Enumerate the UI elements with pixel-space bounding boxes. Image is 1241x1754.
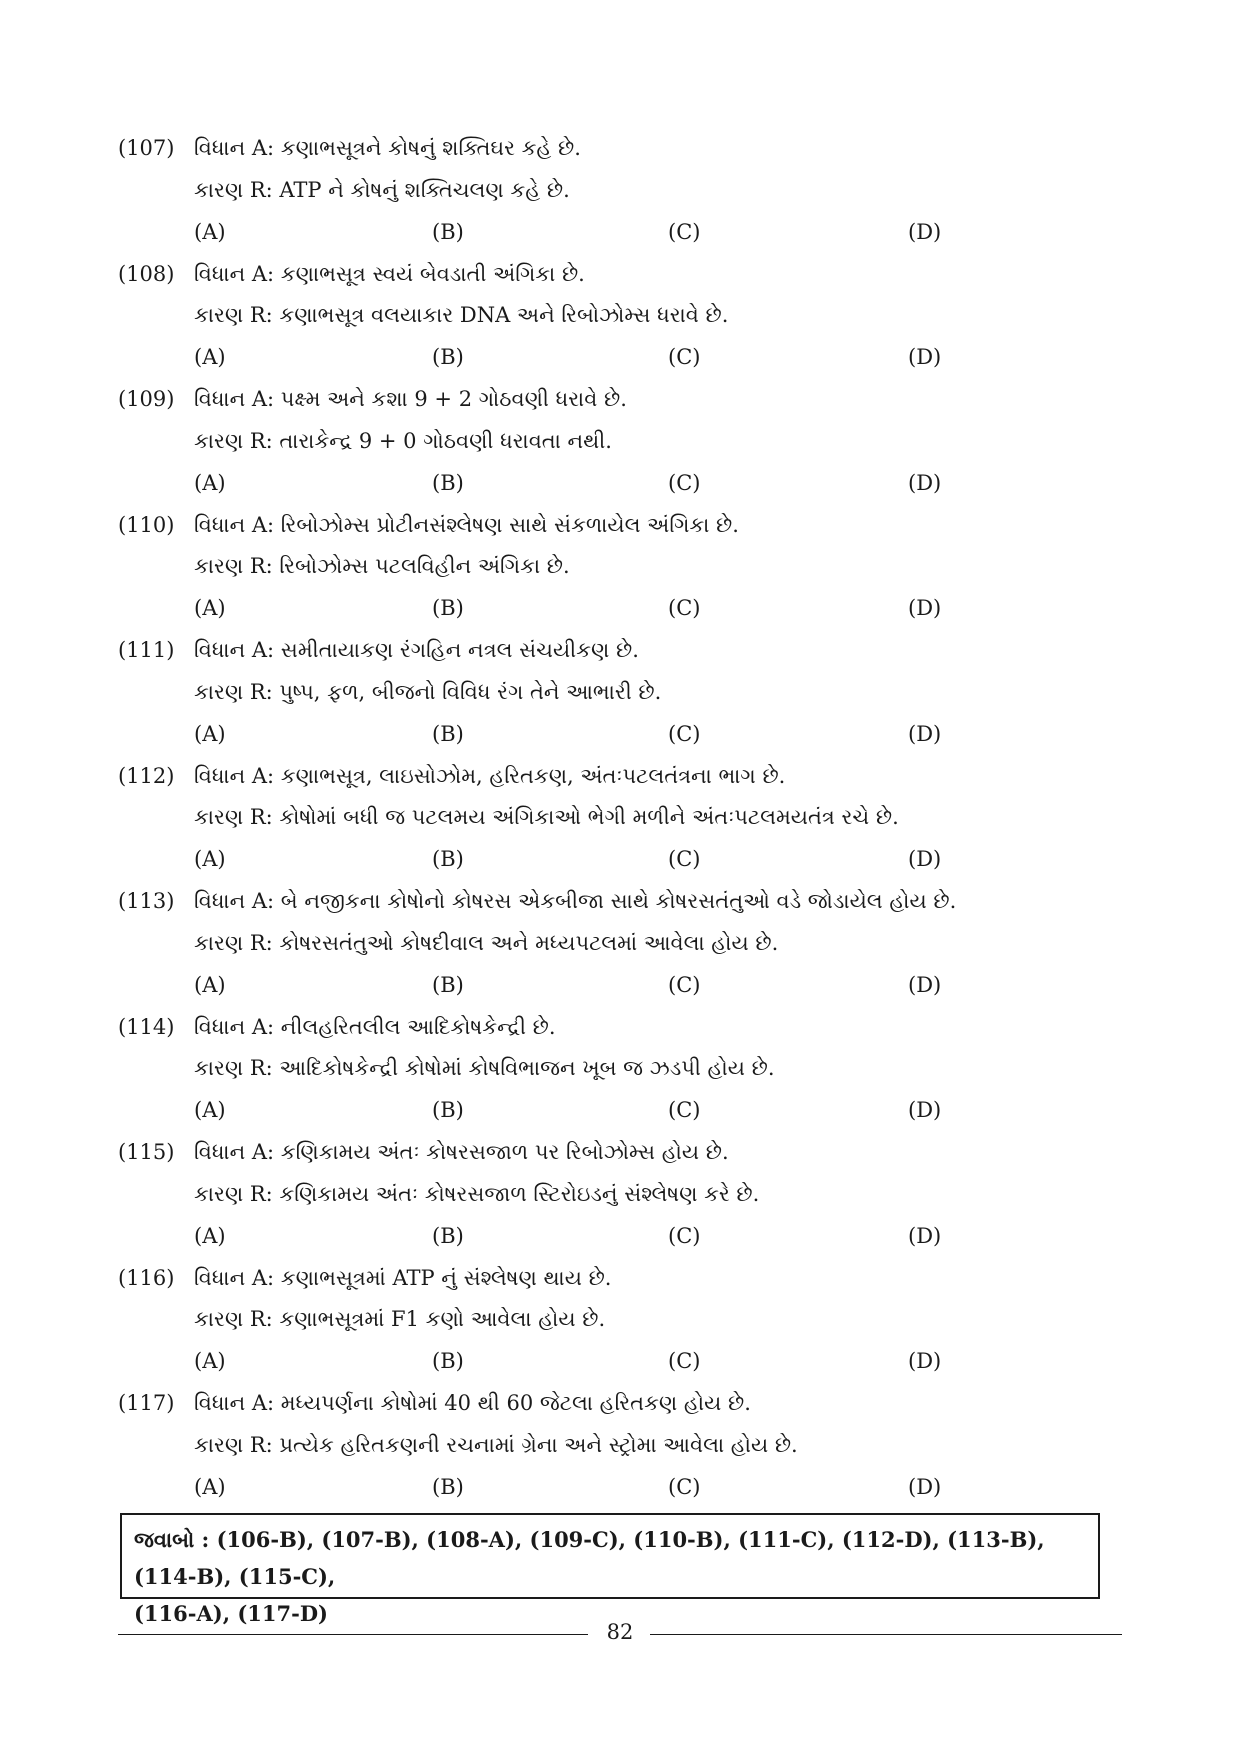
question-number: (111) (118, 638, 175, 662)
option-a: (A) (194, 1223, 226, 1248)
reason-text: કારણ R: આદિકોષકેન્દ્રી કોષોમાં કોષવિભાજન ખૂબ જ ઝડપી હોય છે. (194, 1056, 775, 1081)
question-108 (118, 254, 1118, 380)
option-c: (C) (668, 847, 701, 872)
option-d: (D) (908, 847, 942, 872)
statement-text: વિધાન A: કણાભસૂત્રમાં ATP નું સંશ્લેષણ થાય છે. (194, 1265, 612, 1290)
option-b: (B) (432, 1223, 464, 1248)
answer-line-1 (134, 1521, 1086, 1595)
option-d: (D) (908, 596, 942, 621)
answer-values-1: (106-B), (107-B), (108-A), (109-C), (110-B), (111-C), (112-D), (113-B), (114-B), (115-C), (134, 1527, 1045, 1589)
question-number: (115) (118, 1140, 175, 1164)
question-number: (117) (118, 1391, 175, 1415)
option-a: (A) (194, 345, 226, 370)
question-107 (118, 128, 1118, 254)
option-c: (C) (668, 1223, 701, 1248)
option-d: (D) (908, 972, 942, 997)
option-d: (D) (908, 721, 942, 746)
option-c: (C) (668, 345, 701, 370)
option-d: (D) (908, 1474, 942, 1499)
option-b: (B) (432, 972, 464, 997)
option-a: (A) (194, 972, 226, 997)
option-b: (B) (432, 1474, 464, 1499)
option-c: (C) (668, 1349, 701, 1374)
statement-text: વિધાન A: કણિકામય અંતઃ કોષરસજાળ પર રિબોઝોમ્સ હોય છે. (194, 1140, 729, 1164)
reason-text: કારણ R: કોષરસતંતુઓ કોષદીવાલ અને મધ્યપટલમાં આવેલા હોય છે. (194, 930, 779, 955)
question-number: (114) (118, 1014, 175, 1039)
statement-text: વિધાન A: રિબોઝોમ્સ પ્રોટીનસંશ્લેષણ સાથે સંકળાયેલ અંગિકા છે. (194, 512, 739, 537)
option-a: (A) (194, 219, 226, 244)
statement-text: વિધાન A: સમીતાયાકણ રંગહિન નત્રલ સંચયીકણ છે. (194, 638, 639, 662)
answer-label: જવાબો : (134, 1527, 210, 1552)
reason-text: કારણ R: તારાકેન્દ્ર 9 + 0 ગોઠવણી ધરાવતા નથી. (194, 428, 612, 453)
reason-text: કારણ R: ATP ને કોષનું શક્તિચલણ કહે છે. (194, 177, 570, 202)
reason-text: કારણ R: રિબોઝોમ્સ પટલવિહીન અંગિકા છે. (194, 554, 570, 579)
question-110 (118, 505, 1118, 631)
option-c: (C) (668, 1098, 701, 1123)
option-c: (C) (668, 219, 701, 244)
reason-text: કારણ R: કણાભસૂત્રમાં F1 કણો આવેલા હોય છે. (194, 1307, 606, 1332)
question-number: (108) (118, 261, 175, 286)
question-number: (110) (118, 512, 175, 537)
option-d: (D) (908, 1223, 942, 1248)
question-number: (107) (118, 136, 175, 160)
option-c: (C) (668, 721, 701, 746)
question-117 (118, 1383, 1118, 1509)
option-a: (A) (194, 847, 226, 872)
option-d: (D) (908, 1098, 942, 1123)
option-a: (A) (194, 1349, 226, 1374)
statement-text: વિધાન A: કણાભસૂત્ર સ્વયં બેવડાતી અંગિકા છે. (194, 261, 585, 286)
questions-list (118, 128, 1118, 1509)
option-a: (A) (194, 1474, 226, 1499)
question-116 (118, 1258, 1118, 1384)
question-109 (118, 379, 1118, 505)
question-number: (109) (118, 387, 175, 411)
statement-text: વિધાન A: બે નજીકના કોષોનો કોષરસ એકબીજા સાથે કોષરસતંતુઓ વડે જોડાયેલ હોય છે. (194, 889, 957, 913)
reason-text: કારણ R: કોષોમાં બધી જ પટલમય અંગિકાઓ ભેગી મળીને અંતઃપટલમયતંત્ર રચે છે. (194, 805, 899, 830)
option-c: (C) (668, 470, 701, 495)
option-a: (A) (194, 596, 226, 621)
page-number: 82 (606, 1620, 634, 1644)
question-111 (118, 630, 1118, 756)
statement-text: વિધાન A: પક્ષ્મ અને કશા 9 + 2 ગોઠવણી ધરાવે છે. (194, 387, 627, 411)
question-113 (118, 881, 1118, 1007)
reason-text: કારણ R: કણિકામય અંતઃ કોષરસજાળ સ્ટિરોઇડનું સંશ્લેષણ કરે છે. (194, 1181, 760, 1206)
option-a: (A) (194, 470, 226, 495)
reason-text: કારણ R: પ્રત્યેક હરિતકણની રચનામાં ગ્રેના અને સ્ટ્રોમા આવેલા હોય છે. (194, 1432, 798, 1457)
statement-text: વિધાન A: કણાભસૂત્રને કોષનું શક્તિઘર કહે છે. (194, 136, 581, 160)
reason-text: કારણ R: પુષ્પ, ફળ, બીજનો વિવિધ રંગ તેને આભારી છે. (194, 679, 662, 704)
option-c: (C) (668, 972, 701, 997)
option-d: (D) (908, 219, 942, 244)
option-d: (D) (908, 470, 942, 495)
footer-rule-right (650, 1634, 1122, 1635)
question-114 (118, 1007, 1118, 1133)
question-number: (112) (118, 763, 175, 788)
option-b: (B) (432, 721, 464, 746)
question-115 (118, 1132, 1118, 1258)
answer-line-2: (116-A), (117-D) (134, 1601, 328, 1626)
option-b: (B) (432, 596, 464, 621)
option-d: (D) (908, 1349, 942, 1374)
option-d: (D) (908, 345, 942, 370)
statement-text: વિધાન A: કણાભસૂત્ર, લાઇસોઝોમ, હરિતકણ, અંતઃપટલતંત્રના ભાગ છે. (194, 763, 786, 788)
option-a: (A) (194, 1098, 226, 1123)
option-b: (B) (432, 345, 464, 370)
question-number: (113) (118, 889, 175, 913)
statement-text: વિધાન A: નીલહરિતલીલ આદિકોષકેન્દ્રી છે. (194, 1014, 556, 1039)
reason-text: કારણ R: કણાભસૂત્ર વલયાકાર DNA અને રિબોઝોમ્સ ધરાવે છે. (194, 303, 729, 328)
option-c: (C) (668, 1474, 701, 1499)
question-112 (118, 756, 1118, 882)
option-c: (C) (668, 596, 701, 621)
statement-text: વિધાન A: મધ્યપર્ણના કોષોમાં 40 થી 60 જેટલા હરિતકણ હોય છે. (194, 1391, 751, 1415)
option-b: (B) (432, 219, 464, 244)
answer-key-box (120, 1513, 1100, 1626)
option-b: (B) (432, 847, 464, 872)
option-a: (A) (194, 721, 226, 746)
question-number: (116) (118, 1265, 175, 1290)
option-b: (B) (432, 470, 464, 495)
option-b: (B) (432, 1349, 464, 1374)
option-b: (B) (432, 1098, 464, 1123)
footer-rule-left (118, 1634, 588, 1635)
